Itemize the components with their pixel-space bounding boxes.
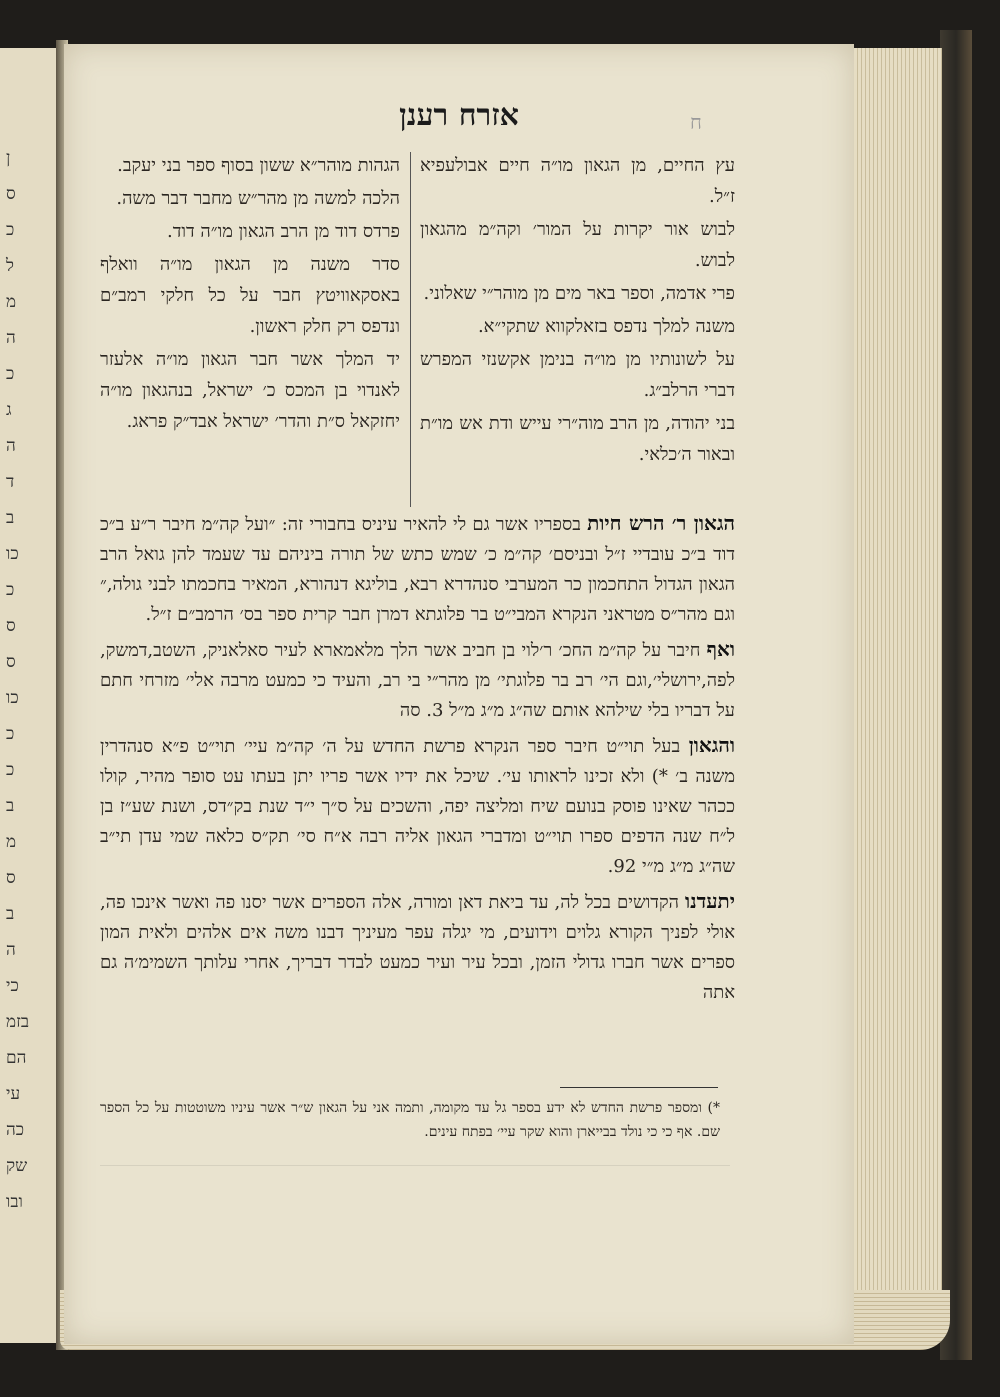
paragraph	[100, 730, 735, 882]
list-item: פרי אדמה, וספר באר מים מן מוהר״י שאלוני.	[423, 283, 735, 304]
left-page-fragment: מ	[6, 292, 17, 312]
left-page-fragment: מ	[6, 832, 17, 852]
footnote-rule	[560, 1087, 718, 1088]
list-item: בני יהודה, מן הרב מוה״רי עייש ודת אש מו״ת ובאור ה׳כלאי.	[420, 413, 735, 465]
left-page-edge	[0, 48, 60, 1343]
left-page-fragment: ב	[6, 508, 15, 528]
left-page-fragment: כו	[6, 544, 19, 564]
list-item: עץ החיים, מן הגאון מו״ה חיים אבולעפיא ז״ל.	[420, 155, 735, 207]
left-page-fragment: ה	[6, 940, 16, 960]
column-divider	[410, 152, 411, 507]
paragraph	[100, 886, 735, 1008]
left-page-fragment: שק	[6, 1156, 28, 1176]
left-page-fragment: עי	[6, 1084, 21, 1104]
left-page-fragment: ס	[6, 616, 16, 636]
page-edges	[850, 48, 942, 1338]
left-column	[100, 150, 400, 439]
left-page-fragment: כי	[6, 976, 19, 996]
paragraph-text: בספריו אשר גם לי להאיר עיניס בחבורי זה: ״ועל קה״מ חיבר ר״ע ב״כ דוד ב״כ עובדיי ז״ל ובניסם׳ קה״מ כ׳ שמש כתש של תורה ביניהם עד שעמד להן גואל הרב הגאון הגדול התחכמון כר המערבי סנהדרא רבא, בוליגא דנהורא, המאיר בחכמתו לבני גולה,״ וגם מהר״ס מטראני הנקרא המבי״ט בר פלוגתא דמרן חבר קרית ספר בס׳ הרמב״ם ז״ל.	[100, 514, 735, 625]
paragraph-text: בעל תוי״ט חיבר ספר הנקרא פרשת החדש על ה׳ קה״מ עיי׳ תוי״ט פ״א סנהדרין משנה ב׳ *) ולא זכינו לראותו עי׳. שיכל את ידיו אשר פריו יתן בעתו עט סופר מהיר, קולו ככהר שאינו פוסק בנועם שיח ומליצה יפה, והשכים על ס״ך י״ד שנת בק״דס, ושנת שע״ז בן ל״ח שנה הדפים ספרו תוי״ט ומדברי הגאון אליה רבה א״ח סי׳ תק״ס כלאה שמי עדן תי״ב שה״ג מ״ג מ״י 92.	[100, 736, 735, 877]
left-page-fragment: כ	[6, 760, 15, 780]
main-body-text	[100, 508, 735, 1012]
right-column	[420, 150, 735, 472]
left-page-fragment: ן	[6, 148, 11, 168]
left-page-fragment: כ	[6, 724, 15, 744]
paragraph-lead: ואף	[706, 637, 735, 661]
list-item: סדר משנה מן הגאון מו״ה וואלף באסקאוויטץ חבר על כל חלקי רמב״ם ונדפס רק חלק ראשון.	[100, 254, 400, 337]
left-page-fragment: ג	[6, 400, 12, 420]
left-page-fragment: כו	[6, 688, 19, 708]
left-page-fragment: ס	[6, 652, 16, 672]
list-item: לבוש אור יקרות על המור׳ וקה״מ מהגאון לבוש.	[420, 219, 735, 271]
book-cover-spine	[940, 30, 972, 1360]
left-page-fragment: ד	[6, 472, 15, 492]
list-item: הגהות מוהר״א ששון בסוף ספר בני יעקב.	[117, 155, 400, 176]
footnote: *) ומספר פרשת החדש לא ידע בספר גל עד מקומה, ותמה אני על הגאון ש״ר אשר עיניו משוטטות על כל הספר שם. אף כי כי נולד בבייארן והוא שקר עיי׳ בפתח עינים.	[100, 1100, 720, 1140]
left-page-fragment: ב	[6, 796, 15, 816]
list-item: יד המלך אשר חבר הגאון מו״ה אלעזר לאנדוי בן המכס כ׳ ישראל, בנהגאון מו״ה יחזקאל ס״ת והדר׳ ישראל אבד״ק פראג.	[100, 349, 400, 432]
left-page-fragment: כ	[6, 220, 15, 240]
paragraph-lead: יתעדנו	[685, 889, 735, 913]
paragraph	[100, 508, 735, 630]
paragraph	[100, 634, 735, 726]
left-page-fragment: כה	[6, 1120, 25, 1140]
list-item: הלכה למשה מן מהר״ש מחבר דבר משה.	[116, 188, 400, 209]
left-page-fragment: ה	[6, 328, 16, 348]
list-item: פרדס דוד מן הרב הגאון מו״ה דוד.	[167, 221, 400, 242]
list-item: על לשונותיו מן מו״ה בנימן אקשנזי המפרש דברי הרלב״ג.	[420, 349, 735, 401]
left-page-fragment: ב	[6, 904, 15, 924]
paragraph-text: חיבר על קה״מ החכ׳ ר׳לוי בן חביב אשר הלך מלאמארא לעיר סאלאניק, השטב,דמשק, לפה,ירושלי׳,וגם הי׳ רב בר פלוגתי׳ מן מהר״י בי רב, והעיד כי כמעט מרבה אלי׳ מזרחי חתם על דבריו בלי שילהא אותם שה״ג מ״ג מ״ל 3. סה	[100, 640, 735, 721]
left-page-fragment: בזמ	[6, 1012, 30, 1032]
list-item: משנה למלך נדפס בזאלקווא שתקי״א.	[477, 316, 735, 337]
page-number: ח	[690, 110, 702, 134]
left-page-fragment: ה	[6, 436, 16, 456]
left-page-fragment: הם	[6, 1048, 27, 1068]
paragraph-lead: והגאון	[688, 733, 735, 757]
left-page-fragment: ובו	[6, 1192, 23, 1212]
paragraph-text: הקדושים בכל לה, עד ביאת דאן ומורה, אלה הספרים אשר יסנו פה ואשר אינכו פה, אולי לפניך הקורא גלוים וידועים, מי יגלה עפר מעיניך דבנו משה אים אלהים ולאית המון ספרים אשר חברו גדולי הזמן, ובכל עיר ועיר כמעט לבדר דבריך, אחרי עלותך השמימ׳ה גם אתה	[100, 892, 735, 1003]
bleed-through	[100, 1165, 730, 1216]
left-page-fragment: כ	[6, 580, 15, 600]
page-title: אזרח רענן	[399, 98, 519, 133]
left-page-fragment: כ	[6, 364, 15, 384]
left-page-fragment: ל	[6, 256, 14, 276]
paragraph-lead: הגאון ר׳ הרש חיות	[587, 511, 735, 535]
left-page-fragment: ס	[6, 184, 16, 204]
left-page-fragment: ס	[6, 868, 16, 888]
